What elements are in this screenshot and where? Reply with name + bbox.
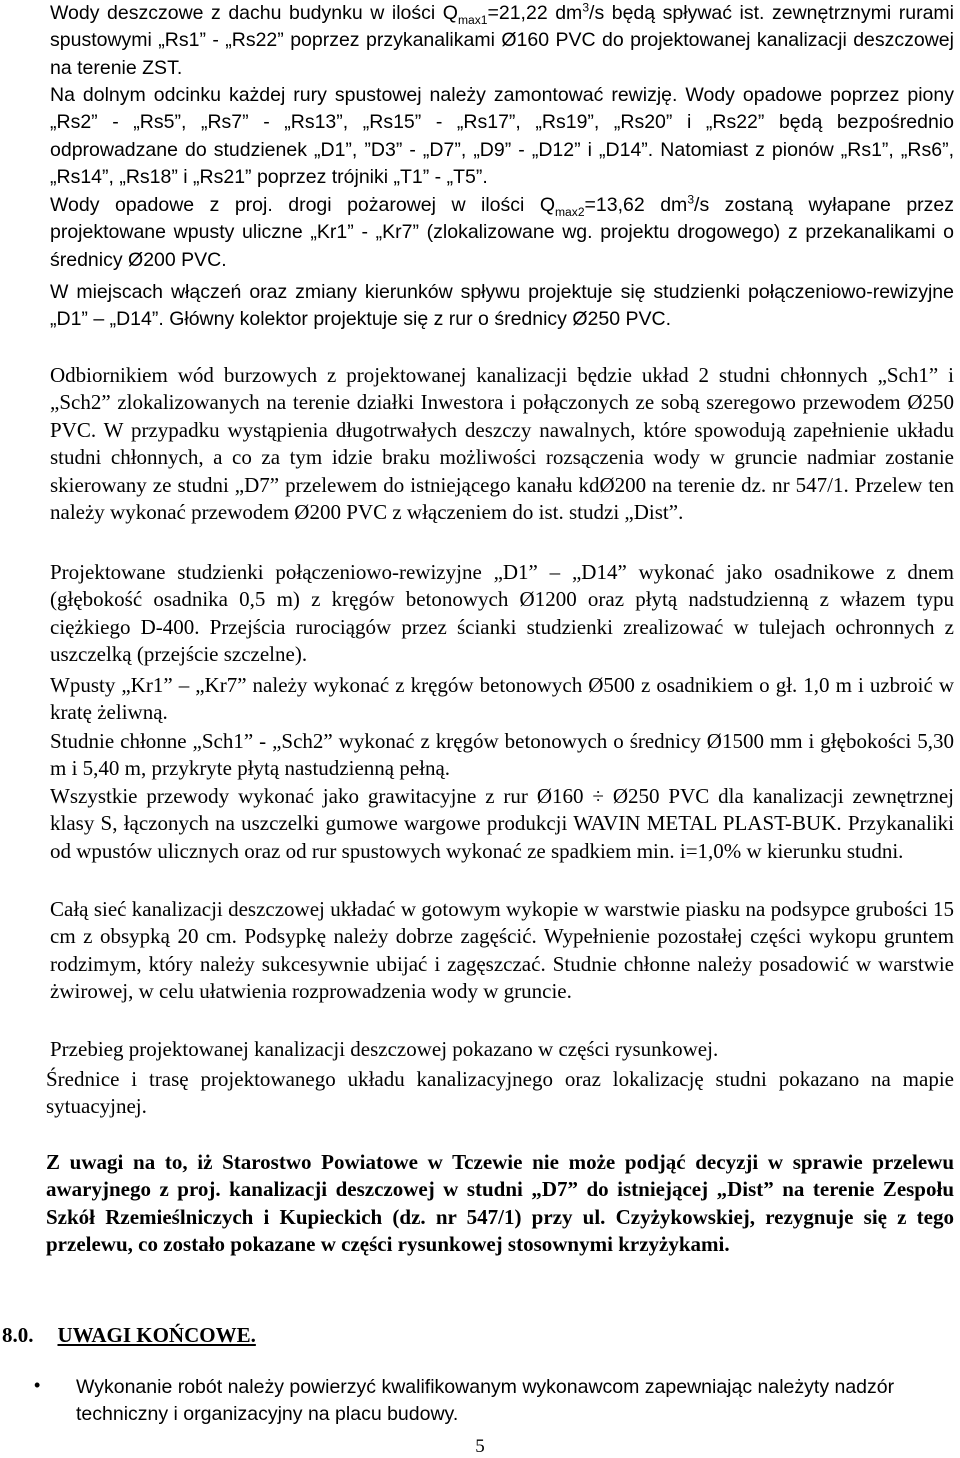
bullet-text: Wykonanie robót należy powierzyć kwalifikowanym wykonawcom zapewniając należyty nadzór techniczny i organizacyjny na placu budowy.: [76, 1376, 895, 1425]
para3-before: Wody opadowe z proj. drogi pożarowej w ilości Q: [50, 194, 555, 216]
para3-sub: max2: [555, 204, 585, 219]
paragraph-installation: Całą sieć kanalizacji deszczowej układać w gotowym wykopie w warstwie piasku na podsypce grubości 15 cm z obsypką 20 cm. Podsypkę należy dobrze zagęścić. Wypełnienie pozostałej części wykopu gruntem rodzimym, który należy sukcesywnie ubijać i zagęszczać. Studnie chłonne należy posadowić w warstwie żwirowej, w celu ułatwienia rozprowadzenia wody w gruncie.: [50, 897, 954, 1004]
paragraph-route-drawing: Przebieg projektowanej kanalizacji deszczowej pokazano w części rysunkowej.: [50, 1037, 719, 1061]
paragraph-pipes: Wszystkie przewody wykonać jako grawitacyjne z rur Ø160 ÷ Ø250 PVC dla kanalizacji zewnętrznej klasy S, łączonych na uszczelki gumowe wargowe produkcji WAVIN METAL PLAST-BUK. Przykanaliki od wpustów ulicznych oraz od rur spustowych wykonać ze spadkiem min. i=1,0% w kierunku studni.: [50, 784, 954, 863]
paragraph-fire-road: [50, 192, 954, 274]
para1-before: Wody deszczowe z dachu budynku w ilości Q: [50, 2, 458, 24]
para3-middle: =13,62 dm: [584, 194, 688, 216]
paragraph-street-inlets: Wpusty „Kr1” – „Kr7” należy wykonać z kręgów betonowych Ø500 z osadnikiem o gł. 1,0 m i uzbroić w kratę żeliwną.: [50, 673, 954, 725]
paragraph-downpipes: Na dolnym odcinku każdej rury spustowej należy zamontować rewizję. Wody opadowe poprzez piony „Rs2” - „Rs5”, „Rs7” - „Rs13”, „Rs15” - „Rs17”, „Rs19”, „Rs20” i „Rs22” będą bezpośrednio odprowadzane do studzienek „D1”, ”D3” - „D7”, „D9” - „D12” i „D14”. Natomiast z pionów „Rs1”, „Rs6”, „Rs14”, „Rs18” i „Rs21” poprzez trójniki „T1” - „T5”.: [50, 84, 954, 189]
paragraph-roof-rainwater: [50, 0, 954, 82]
para3-after: /s zostaną wyłapane przez projektowane wpusty uliczne „Kr1” - „Kr7” (zlokalizowane wg. projektu drogowego) z przekanalikami o średnicy Ø200 PVC.: [50, 194, 955, 271]
para1-middle: =21,22 dm: [487, 2, 583, 24]
section-title: UWAGI KOŃCOWE.: [57, 1323, 256, 1347]
para1-after: /s będą spływać ist. zewnętrznymi rurami spustowymi „Rs1” - „Rs22” poprzez przykanalikami Ø160 PVC do projektowanej kanalizacji deszczowej na terenie ZST.: [50, 2, 954, 79]
paragraph-site-map: Średnice i trasę projektowanego układu kanalizacyjnego oraz lokalizację studni pokazano na mapie sytuacyjnej.: [46, 1067, 954, 1119]
para1-sup: 3: [582, 0, 590, 15]
paragraph-soakaway-wells: Studnie chłonne „Sch1” - „Sch2” wykonać z kręgów betonowych o średnicy Ø1500 mm i głębokości 5,30 m i 5,40 m, przykryte płytą nastudzienną pełną.: [50, 729, 954, 781]
page-number: 5: [475, 1436, 485, 1457]
paragraph-manhole-construction: Projektowane studzienki połączeniowo-rewizyjne „D1” – „D14” wykonać jako osadnikowe z dnem (głębokość osadnika 0,5 m) z kręgów betonowych Ø1200 oraz płytą nadstudzienną z włazem typu ciężkiego D-400. Przejścia rurociągów przez ścianki studzienki zrealizować w tulejach ochronnych z uszczelką (przejście szczelne).: [50, 560, 954, 667]
section-heading: [2, 1322, 256, 1349]
section-number: 8.0.: [2, 1323, 34, 1347]
bullet-icon: •: [34, 1375, 41, 1395]
para1-sub: max1: [457, 12, 488, 27]
note-starostwo: Z uwagi na to, iż Starostwo Powiatowe w Tczewie nie może podjąć decyzji w sprawie przelewu awaryjnego z proj. kanalizacji deszczowej w studni „D7” do istniejącej „Dist” na terenie Zespołu Szkół Rzemieślniczych i Kupieckich (dz. nr 547/1) przy ul. Czyżykowskiej, rezygnuje się z tego przelewu, co zostało pokazane w części rysunkowej stosownymi krzyżykami.: [46, 1150, 954, 1257]
para3-sup: 3: [687, 192, 695, 207]
paragraph-manholes: W miejscach włączeń oraz zmiany kierunków spływu projektuje się studzienki połączeniowo-rewizyjne „D1” – „D14”. Główny kolektor projektuje się z rur o średnicy Ø250 PVC.: [50, 281, 954, 331]
paragraph-receiver: Odbiornikiem wód burzowych z projektowanej kanalizacji będzie układ 2 studni chłonnych „Sch1” i „Sch2” zlokalizowanych na terenie działki Inwestora i połączonych ze sobą szeregowo przewodem Ø250 PVC. W przypadku wystąpienia długotrwałych deszczy nawalnych, które spowodują zapełnienie układu studni chłonnych, a co za tym idzie braku możliwości rozsączenia wody w gruncie nadmiar zostanie skierowany ze studni „D7” przelewem do istniejącego kanału kdØ200 na terenie dz. nr 547/1. Przelew ten należy wykonać przewodem Ø200 PVC z włączeniem do ist. studzi „Dist”.: [50, 363, 954, 525]
